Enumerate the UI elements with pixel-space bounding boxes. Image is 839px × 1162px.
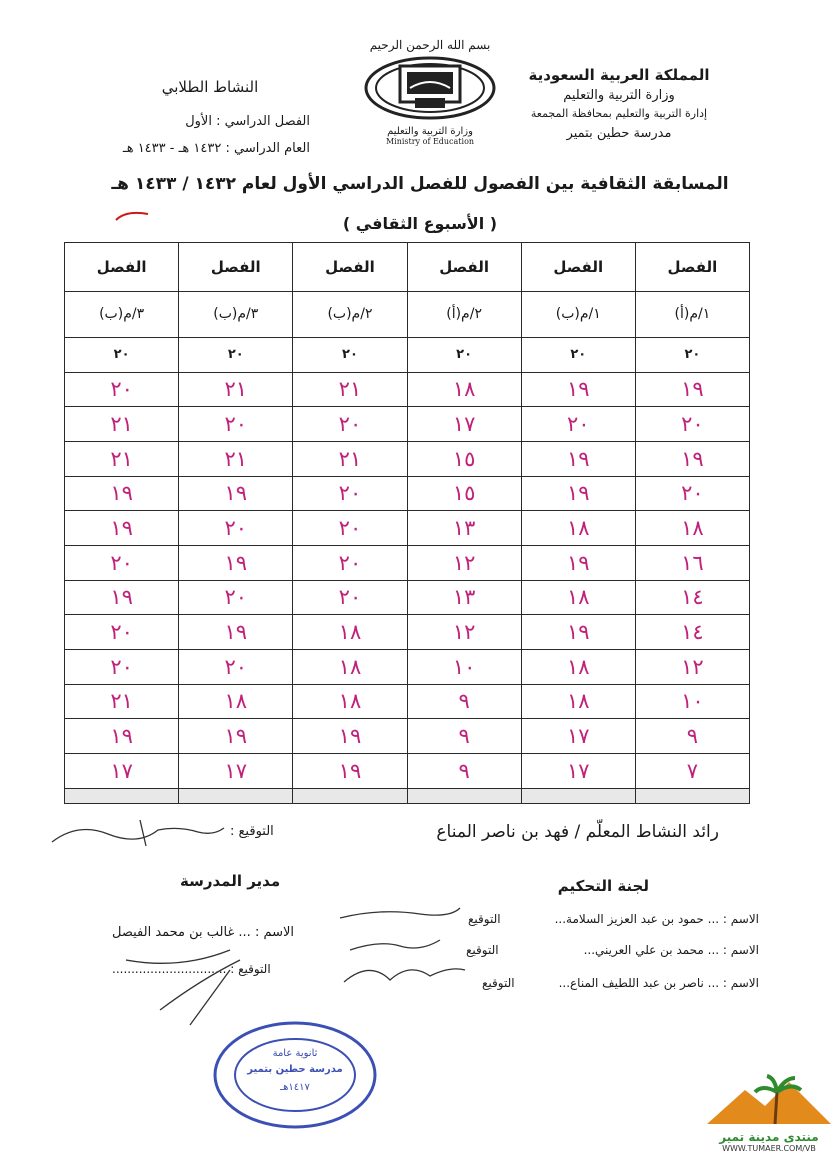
activity-leader: رائد النشاط المعلّم / فهد بن ناصر المناع: [436, 822, 719, 842]
score-cell: ٢٠: [635, 407, 749, 442]
score-cell: ١٨: [293, 615, 407, 650]
score-cell: ١٣: [407, 511, 521, 546]
score-cell: ١٧: [521, 753, 635, 788]
max-score-cell: ٢٠: [179, 337, 293, 372]
committee-title: لجنة التحكيم: [557, 877, 649, 895]
class-header-cell: الفصل: [635, 243, 749, 292]
score-cell: ١٨: [521, 684, 635, 719]
score-row: [65, 684, 750, 719]
max-score-cell: ٢٠: [407, 337, 521, 372]
score-cell: ٢٠: [65, 545, 179, 580]
score-cell: ٢٠: [293, 545, 407, 580]
leader-signature-label: التوقيع :: [230, 824, 274, 839]
score-cell: ١٩: [65, 580, 179, 615]
score-cell: ٢٠: [65, 649, 179, 684]
score-cell: ٢١: [179, 441, 293, 476]
score-cell: ١٩: [521, 545, 635, 580]
score-cell: ٩: [407, 719, 521, 754]
empty-cell: [65, 788, 179, 803]
stamp-line-3: ١٤١٧هـ: [280, 1082, 310, 1093]
judge-3-name: الاسم : ... ناصر بن عبد اللطيف المناع...: [558, 976, 759, 990]
score-cell: ١٩: [179, 719, 293, 754]
activity-label: النشاط الطلابي: [161, 78, 259, 96]
class-header-cell: الفصل: [65, 243, 179, 292]
score-cell: ١٩: [179, 615, 293, 650]
empty-cell: [521, 788, 635, 803]
principal-signature: [120, 940, 260, 1030]
score-cell: ١٨: [293, 649, 407, 684]
scores-table: [64, 242, 750, 804]
class-name-cell: ٣/م(ب): [65, 291, 179, 337]
score-cell: ١٩: [635, 441, 749, 476]
score-cell: ٢١: [179, 372, 293, 407]
score-cell: ١٣: [407, 580, 521, 615]
judge-2-name: الاسم : ... محمد بن علي العريني...: [583, 943, 759, 957]
score-cell: ١٨: [293, 684, 407, 719]
score-cell: ٢١: [65, 684, 179, 719]
max-score-row: [65, 337, 750, 372]
class-name-cell: ٢/م(ب): [293, 291, 407, 337]
judge-3-signature-label: التوقيع: [482, 976, 515, 990]
header-left-block: [110, 78, 310, 156]
max-score-cell: ٢٠: [635, 337, 749, 372]
class-name-cell: ٢/م(أ): [407, 291, 521, 337]
score-cell: ٢٠: [65, 372, 179, 407]
directorate-name: إدارة التربية والتعليم بمحافظة المجمعة: [530, 107, 708, 120]
max-score-cell: ٢٠: [293, 337, 407, 372]
score-cell: ٢٠: [635, 476, 749, 511]
year-label: العام الدراسي : ١٤٣٢ هـ - ١٤٣٣ هـ: [122, 141, 310, 156]
stamp-seal-icon: [212, 1020, 378, 1130]
score-cell: ٢٠: [293, 511, 407, 546]
basmala: بسم الله الرحمن الرحيم: [369, 38, 491, 52]
score-cell: ١٩: [521, 615, 635, 650]
score-cell: ١٩: [179, 545, 293, 580]
ministry-name: وزارة التربية والتعليم: [563, 88, 675, 103]
principal-title: مدير المدرسة: [180, 872, 281, 890]
score-cell: ٢٠: [293, 580, 407, 615]
score-row: [65, 719, 750, 754]
ministry-emblem-icon: [360, 52, 500, 122]
max-score-cell: ٢٠: [65, 337, 179, 372]
site-name: منتدى مدينة تمير: [719, 1130, 819, 1144]
header-right-block: [509, 66, 729, 141]
score-cell: ١٩: [635, 372, 749, 407]
school-name: مدرسة حطين بتمير: [566, 126, 672, 141]
class-header-cell: الفصل: [179, 243, 293, 292]
page-subtitle: ( الأسبوع الثقافي ): [342, 214, 498, 233]
score-cell: ٢٠: [179, 580, 293, 615]
score-cell: ١٠: [635, 684, 749, 719]
page-title: المسابقة الثقافية بين الفصول للفصل الدراسي الأول لعام ١٤٣٢ / ١٤٣٣ هـ: [111, 174, 729, 194]
score-cell: ١٩: [65, 511, 179, 546]
score-row: [65, 753, 750, 788]
empty-cell: [635, 788, 749, 803]
red-pen-mark: [112, 208, 152, 224]
score-cell: ١٨: [635, 511, 749, 546]
class-name-cell: ١/م(ب): [521, 291, 635, 337]
score-row: [65, 441, 750, 476]
class-header-cell: الفصل: [521, 243, 635, 292]
semester-label: الفصل الدراسي : الأول: [185, 114, 310, 129]
empty-cell: [293, 788, 407, 803]
score-cell: ١٤: [635, 615, 749, 650]
score-cell: ٢١: [293, 441, 407, 476]
score-row: [65, 511, 750, 546]
site-url: WWW.TUMAER.COM/VB: [722, 1144, 816, 1153]
score-cell: ١٧: [521, 719, 635, 754]
score-cell: ٢٠: [179, 407, 293, 442]
score-cell: ٢٠: [65, 615, 179, 650]
score-cell: ١٥: [407, 441, 521, 476]
max-score-cell: ٢٠: [521, 337, 635, 372]
score-cell: ١٧: [179, 753, 293, 788]
score-row: [65, 615, 750, 650]
score-cell: ١٢: [407, 615, 521, 650]
stamp-line-1: ثانوية عامة: [272, 1048, 318, 1059]
score-row: [65, 649, 750, 684]
score-row: [65, 580, 750, 615]
leader-signature: [48, 812, 228, 852]
score-cell: ٢٠: [293, 476, 407, 511]
judge-1-signature-label: التوقيع: [468, 912, 501, 926]
score-cell: ٢١: [293, 372, 407, 407]
score-cell: ٢٠: [179, 511, 293, 546]
score-cell: ١٩: [521, 476, 635, 511]
score-cell: ٩: [635, 719, 749, 754]
score-cell: ١٩: [521, 372, 635, 407]
score-cell: ١٩: [65, 476, 179, 511]
score-cell: ٢٠: [179, 649, 293, 684]
empty-cell: [407, 788, 521, 803]
score-cell: ١٩: [293, 753, 407, 788]
score-cell: ٢٠: [293, 407, 407, 442]
score-cell: ١٨: [521, 511, 635, 546]
empty-cell: [179, 788, 293, 803]
principal-name: الاسم : ... غالب بن محمد الفيصل: [112, 925, 295, 940]
score-cell: ١٩: [65, 719, 179, 754]
score-row: [65, 545, 750, 580]
score-cell: ١٦: [635, 545, 749, 580]
score-cell: ٢١: [65, 407, 179, 442]
score-cell: ٢٠: [521, 407, 635, 442]
judge-1-name: الاسم : ... حمود بن عبد العزيز السلامة...: [554, 912, 759, 926]
palm-mountain-icon: [705, 1070, 833, 1126]
score-cell: ١٨: [407, 372, 521, 407]
class-header-cell: الفصل: [407, 243, 521, 292]
score-row: [65, 407, 750, 442]
score-cell: ٧: [635, 753, 749, 788]
score-cell: ٢١: [65, 441, 179, 476]
score-row: [65, 372, 750, 407]
header-row: [65, 243, 750, 292]
score-cell: ٩: [407, 684, 521, 719]
score-cell: ١٠: [407, 649, 521, 684]
score-cell: ١٢: [407, 545, 521, 580]
class-name-cell: ٣/م(ب): [179, 291, 293, 337]
score-row: [65, 476, 750, 511]
score-cell: ١٨: [521, 580, 635, 615]
footer-row: [65, 788, 750, 803]
principal-signature-label: التوقيع : ..............................: [112, 962, 271, 976]
score-cell: ١٩: [179, 476, 293, 511]
site-watermark: [705, 1070, 833, 1158]
score-cell: ١٧: [65, 753, 179, 788]
score-cell: ١٢: [635, 649, 749, 684]
logo-arabic-text: وزارة التربية والتعليم: [387, 126, 473, 137]
class-name-row: [65, 291, 750, 337]
score-cell: ١٥: [407, 476, 521, 511]
score-cell: ١٧: [407, 407, 521, 442]
score-cell: ١٤: [635, 580, 749, 615]
stamp-line-2: مدرسة حطين بتمير: [247, 1064, 343, 1075]
class-name-cell: ١/م(أ): [635, 291, 749, 337]
kingdom-name: المملكة العربية السعودية: [528, 66, 710, 84]
school-stamp: [212, 1020, 378, 1130]
logo-english-text: Ministry of Education: [385, 137, 475, 146]
score-cell: ١٩: [293, 719, 407, 754]
score-cell: ٩: [407, 753, 521, 788]
judge-2-signature-label: التوقيع: [466, 943, 499, 957]
judges-signatures: [330, 900, 470, 990]
score-cell: ١٨: [179, 684, 293, 719]
ministry-logo: [360, 38, 500, 153]
score-cell: ١٨: [521, 649, 635, 684]
score-cell: ١٩: [521, 441, 635, 476]
class-header-cell: الفصل: [293, 243, 407, 292]
